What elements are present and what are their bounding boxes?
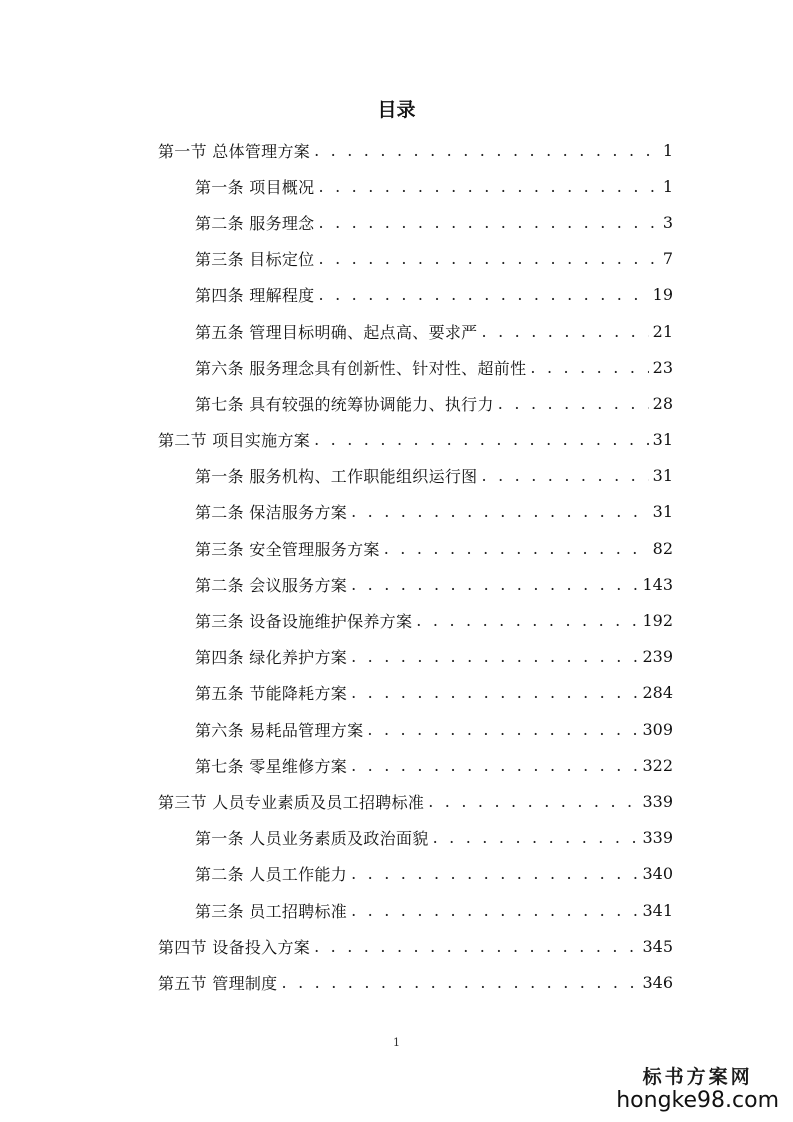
toc-article-row[interactable] bbox=[0, 892, 673, 928]
toc-section-row[interactable] bbox=[0, 422, 673, 458]
toc-page-number: 31 bbox=[652, 502, 673, 522]
toc-article-row[interactable] bbox=[0, 204, 673, 240]
toc-dot-leader bbox=[498, 394, 649, 413]
toc-entry-label: 第三条 员工招聘标准 bbox=[195, 901, 348, 921]
toc-page-number: 339 bbox=[642, 791, 673, 811]
toc-page-number: 21 bbox=[652, 321, 673, 341]
toc-entry-label: 第五条 节能降耗方案 bbox=[195, 684, 348, 704]
toc-entry-label: 第一条 项目概况 bbox=[195, 177, 315, 197]
toc-dot-leader bbox=[319, 177, 659, 196]
toc-dot-leader bbox=[314, 937, 638, 956]
toc-entry-label: 第四条 绿化养护方案 bbox=[195, 648, 348, 668]
toc-article-row[interactable] bbox=[0, 675, 673, 711]
toc-dot-leader bbox=[416, 611, 638, 630]
toc-entry-label: 第一条 服务机构、工作职能组织运行图 bbox=[195, 467, 478, 487]
toc-entry-label: 第七条 具有较强的统筹协调能力、执行力 bbox=[195, 394, 494, 414]
toc-page-number: 28 bbox=[652, 393, 673, 413]
toc-page-number: 31 bbox=[652, 430, 673, 450]
toc-dot-leader bbox=[367, 720, 638, 739]
toc-dot-leader bbox=[351, 502, 649, 521]
toc-dot-leader bbox=[530, 358, 648, 377]
toc-section-row[interactable] bbox=[0, 928, 673, 964]
toc-article-row[interactable] bbox=[0, 277, 673, 313]
toc-dot-leader bbox=[433, 828, 639, 847]
toc-dot-leader bbox=[319, 285, 649, 304]
toc-article-row[interactable] bbox=[0, 566, 673, 602]
toc-article-row[interactable] bbox=[0, 241, 673, 277]
toc-dot-leader bbox=[351, 756, 638, 775]
toc-article-row[interactable] bbox=[0, 494, 673, 530]
toc-section-row[interactable] bbox=[0, 132, 673, 168]
toc-page-number: 339 bbox=[642, 828, 673, 848]
toc-entry-label: 第二条 会议服务方案 bbox=[195, 575, 348, 595]
toc-entry-label: 第三条 安全管理服务方案 bbox=[195, 539, 380, 559]
toc-dot-leader bbox=[282, 973, 639, 992]
toc-entry-label: 第五节 管理制度 bbox=[158, 973, 278, 993]
toc-entry-label: 第二条 服务理念 bbox=[195, 213, 315, 233]
toc-entry-label: 第三条 目标定位 bbox=[195, 250, 315, 270]
toc-page-number: 239 bbox=[642, 647, 673, 667]
toc-entry-label: 第二条 人员工作能力 bbox=[195, 865, 348, 885]
toc-page-number: 341 bbox=[642, 900, 673, 920]
toc-article-row[interactable] bbox=[0, 530, 673, 566]
toc-article-row[interactable] bbox=[0, 168, 673, 204]
toc-entry-label: 第二条 保洁服务方案 bbox=[195, 503, 348, 523]
toc-article-row[interactable] bbox=[0, 349, 673, 385]
toc-article-row[interactable] bbox=[0, 711, 673, 747]
toc-dot-leader bbox=[351, 901, 638, 920]
toc-article-row[interactable] bbox=[0, 747, 673, 783]
toc-article-row[interactable] bbox=[0, 820, 673, 856]
toc-entry-label: 第三节 人员专业素质及员工招聘标准 bbox=[158, 792, 425, 812]
toc-article-row[interactable] bbox=[0, 639, 673, 675]
toc-page-number: 31 bbox=[652, 466, 673, 486]
toc-title: 目录 bbox=[377, 99, 416, 121]
toc-entry-label: 第一条 人员业务素质及政治面貌 bbox=[195, 829, 429, 849]
toc-page-number: 7 bbox=[662, 249, 673, 269]
toc-dot-leader bbox=[384, 539, 649, 558]
toc-page-number: 340 bbox=[642, 864, 673, 884]
toc-article-row[interactable] bbox=[0, 313, 673, 349]
toc-entry-label: 第五条 管理目标明确、起点高、要求严 bbox=[195, 322, 478, 342]
toc-dot-leader bbox=[351, 683, 638, 702]
toc-dot-leader bbox=[482, 322, 649, 341]
toc-entry-label: 第四节 设备投入方案 bbox=[158, 937, 311, 957]
toc-dot-leader bbox=[314, 141, 659, 160]
toc-entry-label: 第四条 理解程度 bbox=[195, 286, 315, 306]
watermark-logo bbox=[616, 1066, 779, 1114]
toc-section-row[interactable] bbox=[0, 964, 673, 1000]
page-number: 1 bbox=[393, 1036, 400, 1049]
toc-entry-label: 第三条 设备设施维护保养方案 bbox=[195, 612, 413, 632]
toc-article-row[interactable] bbox=[0, 385, 673, 421]
toc-page-number: 284 bbox=[642, 683, 673, 703]
toc-dot-leader bbox=[351, 647, 638, 666]
toc-page-number: 23 bbox=[652, 357, 673, 377]
toc-page-number: 346 bbox=[642, 972, 673, 992]
toc-entry-label: 第二节 项目实施方案 bbox=[158, 431, 311, 451]
watermark-url: hongke98.com bbox=[616, 1088, 779, 1113]
toc-entry-label: 第六条 服务理念具有创新性、针对性、超前性 bbox=[195, 358, 527, 378]
toc-dot-leader bbox=[428, 792, 638, 811]
toc-entry-label: 第一节 总体管理方案 bbox=[158, 141, 311, 161]
toc-entry-label: 第七条 零星维修方案 bbox=[195, 756, 348, 776]
toc-page-number: 3 bbox=[662, 212, 673, 232]
toc-page-number: 309 bbox=[642, 719, 673, 739]
toc-page-number: 82 bbox=[652, 538, 673, 558]
toc-page-number: 143 bbox=[642, 574, 673, 594]
toc-entry-label: 第六条 易耗品管理方案 bbox=[195, 720, 364, 740]
toc-dot-leader bbox=[351, 575, 638, 594]
watermark-site-name: 标书方案网 bbox=[642, 1066, 753, 1088]
toc-article-row[interactable] bbox=[0, 458, 673, 494]
toc-dot-leader bbox=[351, 864, 638, 883]
toc-page-number: 19 bbox=[652, 285, 673, 305]
toc-page-number: 192 bbox=[642, 611, 673, 631]
toc-page-number: 1 bbox=[662, 140, 673, 160]
toc-dot-leader bbox=[319, 213, 659, 232]
toc-page-number: 345 bbox=[642, 936, 673, 956]
toc-section-row[interactable] bbox=[0, 783, 673, 819]
toc-page-number: 1 bbox=[662, 176, 673, 196]
toc-dot-leader bbox=[314, 430, 649, 449]
toc-dot-leader bbox=[319, 249, 659, 268]
toc-dot-leader bbox=[482, 466, 649, 485]
toc-page-number: 322 bbox=[642, 755, 673, 775]
toc-article-row[interactable] bbox=[0, 856, 673, 892]
toc-article-row[interactable] bbox=[0, 602, 673, 638]
table-of-contents bbox=[0, 132, 793, 1001]
